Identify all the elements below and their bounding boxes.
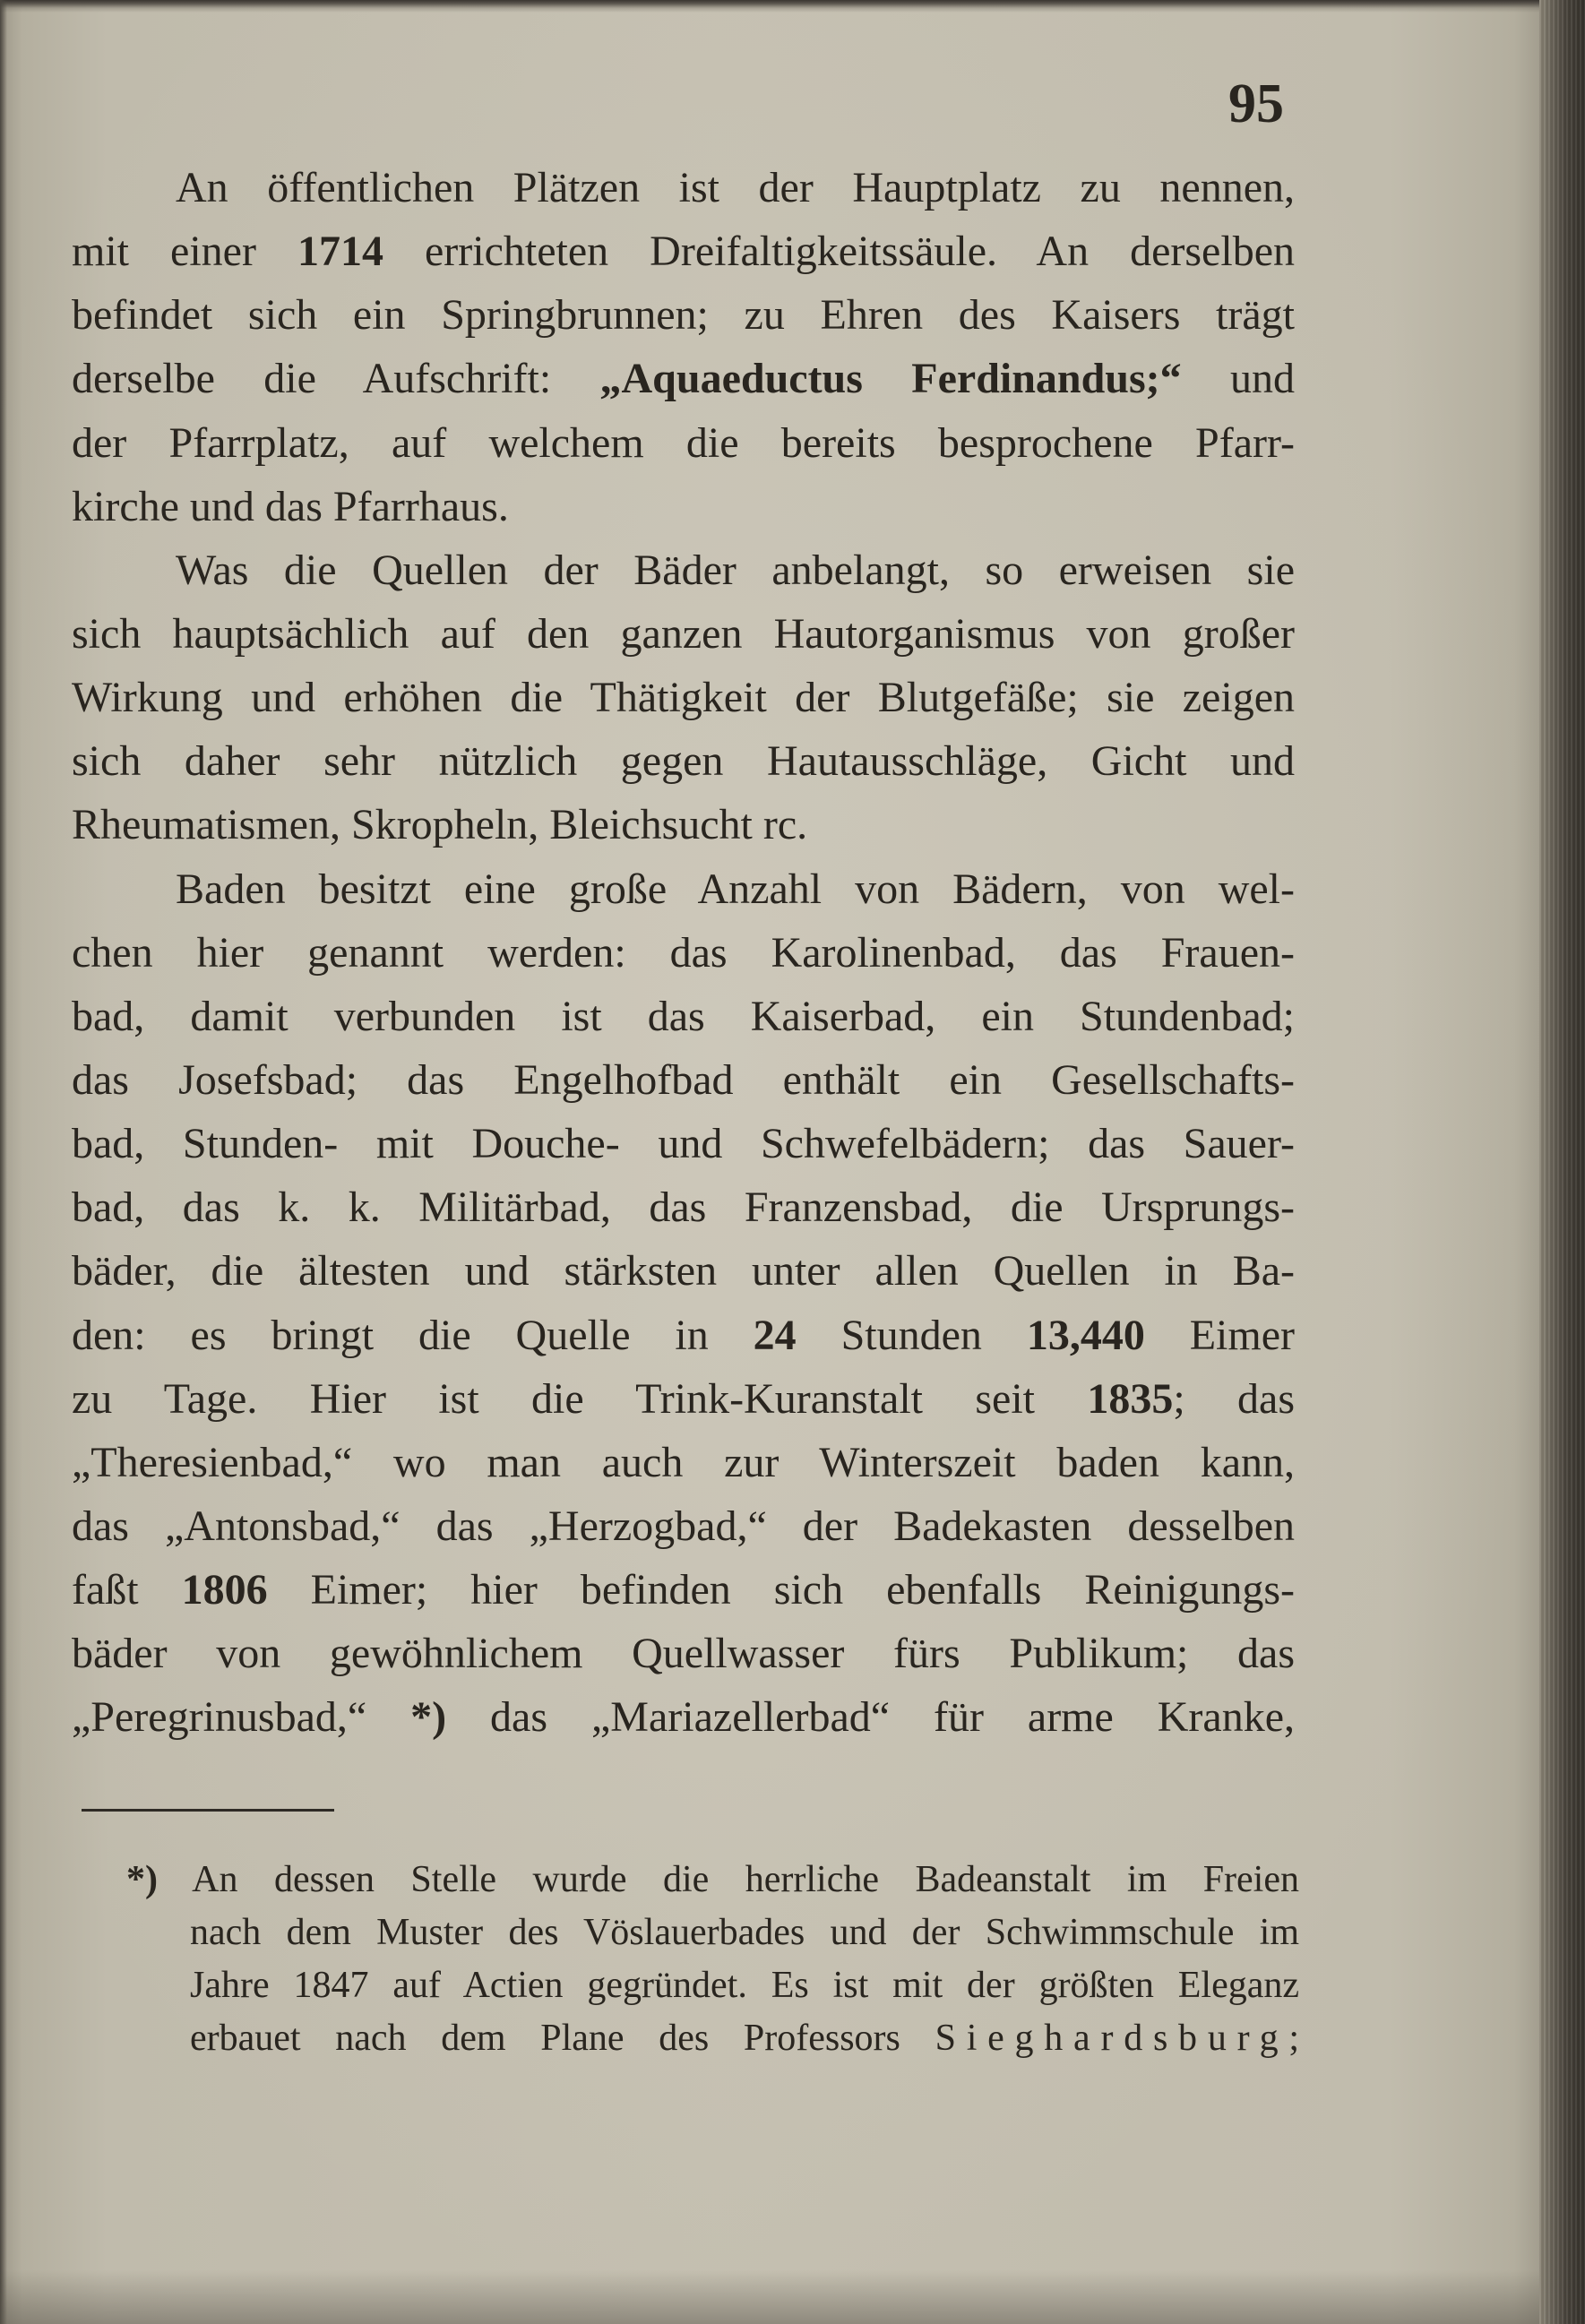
line-text: sich daher sehr nützlich gegen Hautausschläge, Gicht und bbox=[72, 737, 1295, 786]
line-text: ; bbox=[1288, 2017, 1299, 2059]
text-line bbox=[72, 1685, 1295, 1749]
text-line bbox=[72, 347, 1295, 410]
text-line bbox=[72, 219, 1295, 283]
year-number: 1835 bbox=[1087, 1374, 1174, 1423]
line-text: faßt bbox=[72, 1566, 182, 1614]
line-text: das „Mariazellerbad“ für arme Kranke, bbox=[446, 1693, 1296, 1742]
page-top-edge bbox=[0, 0, 1585, 13]
text-line bbox=[72, 1175, 1295, 1239]
line-text: Stunden bbox=[796, 1311, 1027, 1359]
line-text: der Pfarrplatz, auf welchem die bereits besprochene Pfarr- bbox=[72, 418, 1295, 467]
line-text: ; das bbox=[1173, 1374, 1296, 1423]
page-bottom-edge bbox=[0, 2270, 1585, 2324]
footnote-line bbox=[126, 1854, 1299, 1907]
text-line bbox=[72, 857, 1295, 921]
line-text: errichteten Dreifaltigkeitssäule. An derselben bbox=[383, 228, 1296, 276]
line-text: das „Antonsbad,“ das „Herzogbad,“ der Badekasten desselben bbox=[72, 1502, 1295, 1550]
text-line bbox=[72, 921, 1295, 985]
text-line bbox=[72, 1304, 1295, 1367]
page-right-edge bbox=[1539, 0, 1585, 2324]
spaced-name: Sieghardsburg bbox=[935, 2017, 1289, 2059]
page-number: 95 bbox=[1228, 73, 1284, 134]
text-line bbox=[72, 1431, 1295, 1494]
line-text: An dessen Stelle wurde die herrliche Badeanstalt im Freien bbox=[158, 1859, 1299, 1900]
text-line bbox=[72, 283, 1295, 347]
line-text: bäder, die ältesten und stärksten unter allen Quellen in Ba- bbox=[72, 1247, 1295, 1295]
line-text: sich hauptsächlich auf den ganzen Hautorganismus von großer bbox=[72, 609, 1295, 658]
text-line bbox=[72, 1112, 1295, 1175]
line-text: bad, damit verbunden ist das Kaiserbad, ein Stundenbad; bbox=[72, 992, 1295, 1040]
text-line bbox=[72, 475, 1295, 538]
text-line bbox=[72, 1622, 1295, 1685]
text-line bbox=[72, 985, 1295, 1048]
line-text: befindet sich ein Springbrunnen; zu Ehren des Kaisers trägt bbox=[72, 291, 1295, 340]
footnote-marker: *) bbox=[410, 1693, 447, 1742]
footnote-separator bbox=[82, 1809, 334, 1812]
line-text: „Theresienbad,“ wo man auch zur Winterszeit baden kann, bbox=[72, 1438, 1295, 1486]
line-text: bad, Stunden- mit Douche- und Schwefelbädern; das Sauer- bbox=[72, 1120, 1295, 1168]
line-text: den: es bringt die Quelle in bbox=[72, 1311, 754, 1359]
text-line bbox=[72, 1558, 1295, 1622]
line-text: Rheumatismen, Skropheln, Bleichsucht rc. bbox=[72, 801, 808, 849]
footnote-line bbox=[126, 2012, 1299, 2065]
footnote-line bbox=[126, 1907, 1299, 1959]
line-text: Eimer bbox=[1144, 1311, 1296, 1359]
line-text: chen hier genannt werden: das Karolinenbad, das Frauen- bbox=[72, 928, 1295, 977]
line-text: Wirkung und erhöhen die Thätigkeit der Blutgefäße; sie zeigen bbox=[72, 674, 1295, 722]
inscription-text: „Aquaeductus Ferdinandus;“ bbox=[599, 355, 1182, 403]
body-text bbox=[72, 156, 1295, 1750]
line-text: erbauet nach dem Plane des Professors bbox=[190, 2017, 935, 2059]
volume-number: 1806 bbox=[181, 1566, 268, 1614]
line-text: mit einer bbox=[72, 228, 297, 276]
text-line bbox=[72, 1239, 1295, 1303]
text-line bbox=[72, 1494, 1295, 1558]
volume-number: 13,440 bbox=[1026, 1311, 1145, 1359]
text-line bbox=[72, 793, 1295, 856]
footnote-marker: *) bbox=[126, 1859, 158, 1900]
text-line bbox=[72, 1367, 1295, 1431]
line-text: Jahre 1847 auf Actien gegründet. Es ist mit der größten Eleganz bbox=[190, 1964, 1299, 2006]
text-line bbox=[72, 156, 1295, 219]
line-text: Baden besitzt eine große Anzahl von Bädern, von wel- bbox=[176, 865, 1295, 913]
line-text: und bbox=[1181, 355, 1296, 403]
footnote bbox=[126, 1854, 1299, 2065]
line-text: derselbe die Aufschrift: bbox=[72, 355, 600, 403]
page-left-edge bbox=[0, 0, 7, 2324]
text-line bbox=[72, 538, 1295, 602]
line-text: kirche und das Pfarrhaus. bbox=[72, 482, 509, 530]
line-text: das Josefsbad; das Engelhofbad enthält ein Gesellschafts- bbox=[72, 1055, 1295, 1104]
line-text: An öffentlichen Plätzen ist der Hauptplatz zu nennen, bbox=[176, 164, 1295, 211]
text-line bbox=[72, 1048, 1295, 1112]
year-number: 1714 bbox=[297, 228, 383, 276]
line-text: bad, das k. k. Militärbad, das Franzensbad, die Ursprungs- bbox=[72, 1184, 1295, 1232]
line-text: bäder von gewöhnlichem Quellwasser fürs Publikum; das bbox=[72, 1630, 1295, 1678]
hours-number: 24 bbox=[753, 1311, 797, 1359]
footnote-line bbox=[126, 1959, 1299, 2012]
text-line bbox=[72, 666, 1295, 729]
line-text: nach dem Muster des Vöslauerbades und der Schwimmschule im bbox=[190, 1911, 1299, 1953]
text-line bbox=[72, 411, 1295, 475]
line-text: „Peregrinusbad,“ bbox=[72, 1693, 411, 1742]
text-line bbox=[72, 602, 1295, 666]
line-text: zu Tage. Hier ist die Trink-Kuranstalt seit bbox=[72, 1374, 1088, 1423]
line-text: Eimer; hier befinden sich ebenfalls Reinigungs- bbox=[267, 1566, 1295, 1614]
line-text: Was die Quellen der Bäder anbelangt, so erweisen sie bbox=[176, 546, 1295, 594]
text-line bbox=[72, 729, 1295, 793]
